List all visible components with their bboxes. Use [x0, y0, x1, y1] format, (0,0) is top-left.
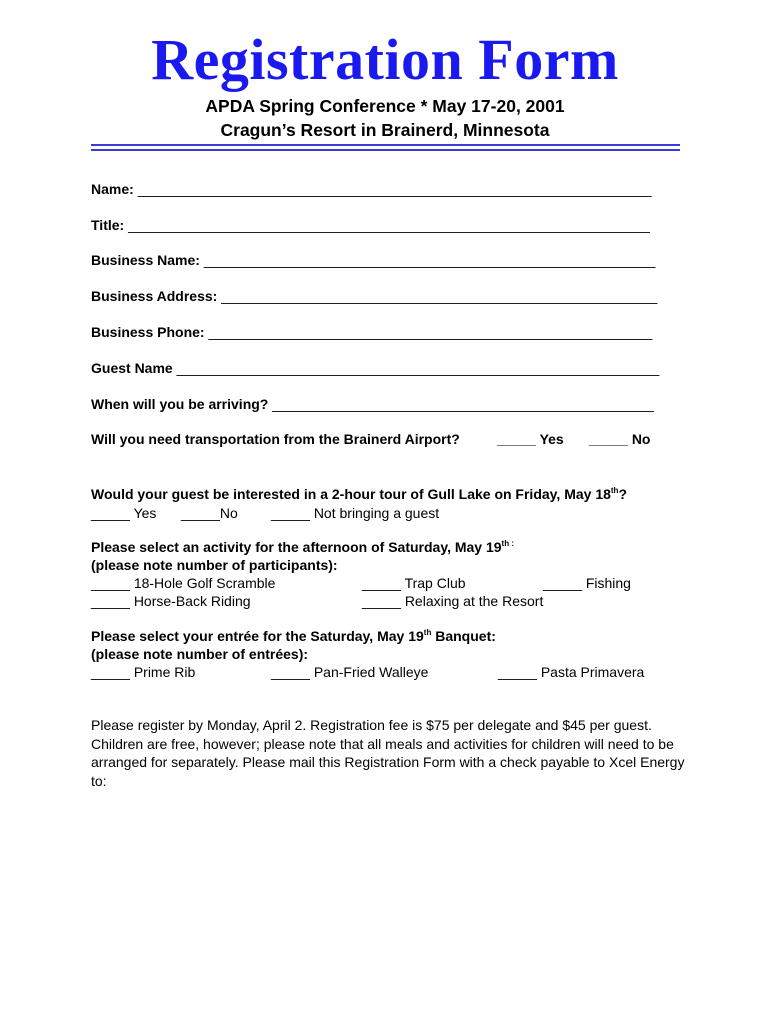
arriving-blank[interactable]: _________________________________________________ [272, 396, 654, 412]
title-label: Title: [91, 217, 129, 233]
page-title: Registration Form [151, 27, 619, 92]
activity-options-row-2 [91, 592, 691, 610]
venue-subtitle: Cragun’s Resort in Brainerd, Minnesota [220, 120, 550, 140]
tour-question: Would your guest be interested in a 2-hour tour of Gull Lake on Friday, May 18th? [91, 486, 628, 502]
guest-name-blank[interactable]: ______________________________________________________________ [176, 360, 660, 376]
prime-rib-option[interactable]: _____ Prime Rib [91, 664, 196, 680]
business-name-field[interactable] [91, 251, 655, 269]
guest-name-label: Guest Name [91, 360, 177, 376]
activity-question: Please select an activity for the afternoon of Saturday, May $19^{th :}$ [91, 539, 514, 555]
entree-question: Please select your entrée for the Saturday, May 19th Banquet: [91, 628, 496, 644]
golf-scramble-option[interactable]: _____ 18-Hole Golf Scramble [91, 575, 276, 591]
horseback-riding-option[interactable]: _____ Horse-Back Riding [91, 593, 251, 609]
business-name-blank[interactable]: __________________________________________________________ [203, 252, 656, 268]
name-field[interactable] [91, 180, 652, 198]
fishing-option[interactable]: _____ Fishing [543, 575, 631, 591]
entree-note: (please note number of entrées): [91, 646, 309, 662]
transport-yes-option[interactable]: _____ Yes [497, 431, 564, 447]
closing-paragraph: Please register by Monday, April 2. Registration fee is $75 per delegate and $45 per guest. Children are free, however; please note that all meals and activities for children will need to be arranged for separately. Please mail this Registration Form with a check payable to Xcel Energy to: [91, 717, 685, 789]
business-address-blank[interactable]: ________________________________________________________ [221, 288, 658, 304]
transport-no-option[interactable]: _____ No [589, 431, 651, 447]
business-address-label: Business Address: [91, 288, 222, 304]
business-phone-field[interactable] [91, 323, 652, 341]
arriving-label: When will you be arriving? [91, 396, 273, 412]
entree-options-row [91, 663, 691, 681]
pasta-option[interactable]: _____ Pasta Primavera [498, 664, 645, 680]
header-divider-bottom [91, 149, 680, 151]
transport-question: Will you need transportation from the Brainerd Airport? [91, 431, 460, 447]
business-name-label: Business Name: [91, 252, 204, 268]
conference-subtitle: APDA Spring Conference * May 17-20, 2001 [205, 96, 565, 116]
tour-no-guest-option[interactable]: _____ Not bringing a guest [271, 505, 440, 521]
title-blank[interactable]: ___________________________________________________________________ [128, 217, 650, 233]
header-divider-top [91, 144, 680, 146]
activity-options-row-1 [91, 574, 691, 592]
name-label: Name: [91, 181, 138, 197]
activity-note: (please note number of participants): [91, 557, 338, 573]
business-address-field[interactable] [91, 287, 657, 305]
tour-yes-option[interactable]: _____ Yes [91, 505, 157, 521]
arriving-field[interactable] [91, 395, 654, 413]
tour-no-option[interactable]: _____No [181, 505, 238, 521]
transport-question-row [91, 430, 691, 448]
guest-name-field[interactable] [91, 359, 659, 377]
trap-club-option[interactable]: _____ Trap Club [362, 575, 466, 591]
tour-options-row [91, 504, 691, 522]
business-phone-blank[interactable]: _________________________________________________________ [208, 324, 653, 340]
name-blank[interactable]: __________________________________________________________________ [137, 181, 652, 197]
business-phone-label: Business Phone: [91, 324, 209, 340]
relaxing-option[interactable]: _____ Relaxing at the Resort [362, 593, 544, 609]
walleye-option[interactable]: _____ Pan-Fried Walleye [271, 664, 429, 680]
title-field[interactable] [91, 216, 650, 234]
